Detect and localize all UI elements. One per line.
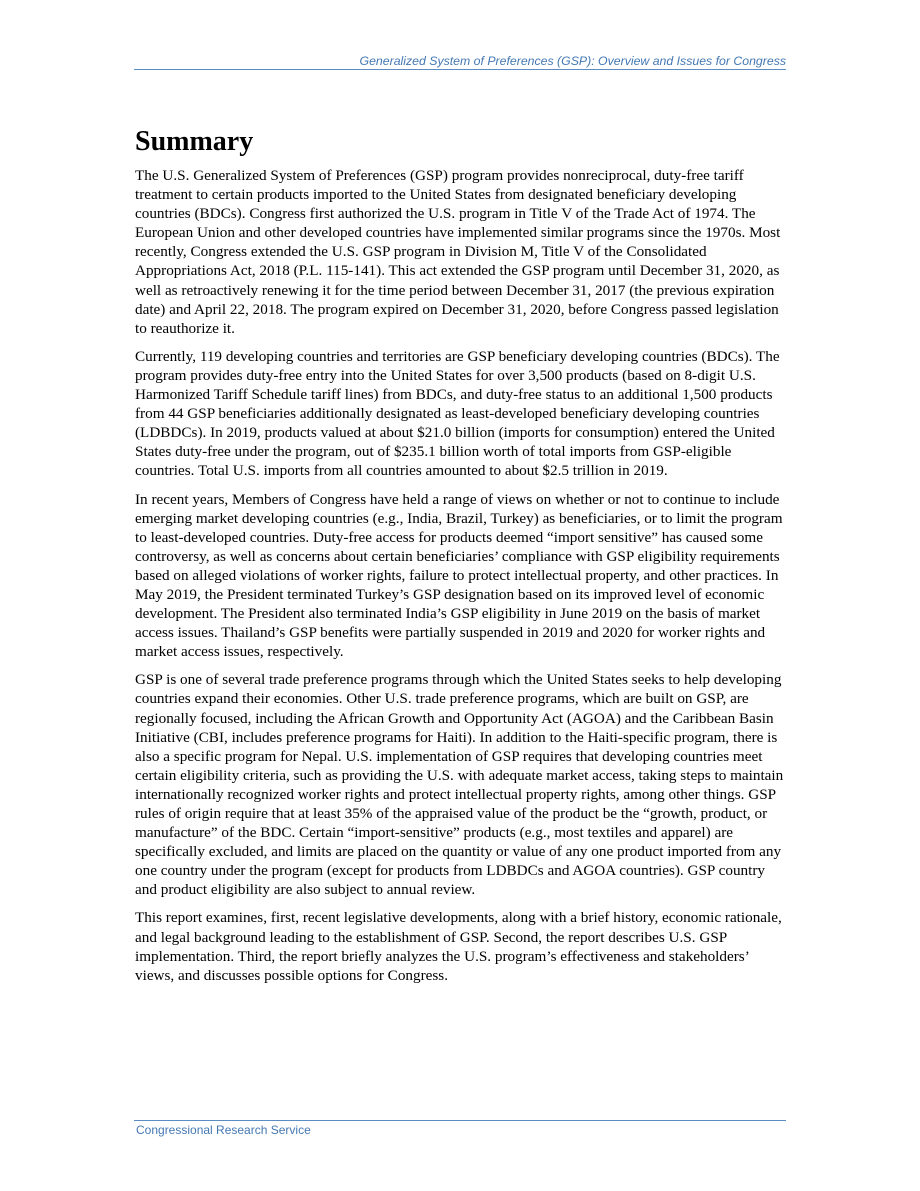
footer-source: Congressional Research Service [136, 1123, 311, 1137]
section-title: Summary [135, 126, 254, 157]
footer-rule [134, 1120, 786, 1121]
summary-paragraph-5: This report examines, first, recent legislative developments, along with a brief history, economic rationale, and legal background leading to the establishment of GSP. Second, the report describes U.S. GSP implementation. Third, the report briefly analyzes the U.S. program’s effectiveness and stakeholders’ views, and discusses possible options for Congress. [135, 909, 782, 984]
running-header: Generalized System of Preferences (GSP): Overview and Issues for Congress [359, 54, 786, 68]
summary-paragraph-2: Currently, 119 developing countries and territories are GSP beneficiary developing countries (BDCs). The program provides duty-free entry into the United States for over 3,500 products (based on 8-digit U.S. Harmonized Tariff Schedule tariff lines) from BDCs, and duty-free status to an additional 1,500 products from 44 GSP beneficiaries additionally designated as least-developed beneficiary developing countries (LDBDCs). In 2019, products valued at about $21.0 billion (imports for consumption) entered the United States duty-free under the program, out of $235.1 billion worth of total imports from GSP-eligible countries. Total U.S. imports from all countries amounted to about $2.5 trillion in 2019. [135, 347, 780, 480]
summary-section [135, 124, 787, 994]
header-rule [134, 69, 786, 70]
summary-paragraph-4: GSP is one of several trade preference programs through which the United States seeks to help developing countries expand their economies. Other U.S. trade preference programs, which are built on GSP, are regionally focused, including the African Growth and Opportunity Act (AGOA) and the Caribbean Basin Initiative (CBI, includes preference programs for Haiti). In addition to the Haiti-specific program, there is also a specific program for Nepal. U.S. implementation of GSP requires that developing countries meet certain eligibility criteria, such as providing the U.S. with adequate market access, taking steps to maintain internationally recognized worker rights and protect intellectual property rights, among other things. GSP rules of origin require that at least 35% of the appraised value of the product be the “growth, product, or manufacture” of the BDC. Certain “import-sensitive” products (e.g., most textiles and apparel) are specifically excluded, and limits are placed on the quantity or value of any one product imported from any one country under the program (except for products from LDBDCs and AGOA countries). GSP country and product eligibility are also subject to annual review. [135, 671, 784, 899]
summary-paragraph-1: The U.S. Generalized System of Preferences (GSP) program provides nonreciprocal, duty-free tariff treatment to certain products imported to the United States from designated beneficiary developing countries (BDCs). Congress first authorized the U.S. program in Title V of the Trade Act of 1974. The European Union and other developed countries have implemented similar programs since the 1970s. Most recently, Congress extended the U.S. GSP program in Division M, Title V of the Consolidated Appropriations Act, 2018 (P.L. 115-141). This act extended the GSP program until December 31, 2020, as well as retroactively renewing it for the time period between December 31, 2017 (the previous expiration date) and April 22, 2018. The program expired on December 31, 2020, before Congress passed legislation to reauthorize it. [135, 167, 781, 337]
summary-paragraph-3: In recent years, Members of Congress have held a range of views on whether or not to continue to include emerging market developing countries (e.g., India, Brazil, Turkey) as beneficiaries, or to limit the program to least-developed countries. Duty-free access for products deemed “import sensitive” has caused some controversy, as well as concerns about certain beneficiaries’ compliance with GSP eligibility requirements based on alleged violations of worker rights, failure to protect intellectual property, and other practices. In May 2019, the President terminated Turkey’s GSP designation based on its improved level of economic development. The President also terminated India’s GSP eligibility in June 2019 on the basis of market access issues. Thailand’s GSP benefits were partially suspended in 2019 and 2020 for worker rights and market access issues, respectively. [135, 490, 783, 661]
